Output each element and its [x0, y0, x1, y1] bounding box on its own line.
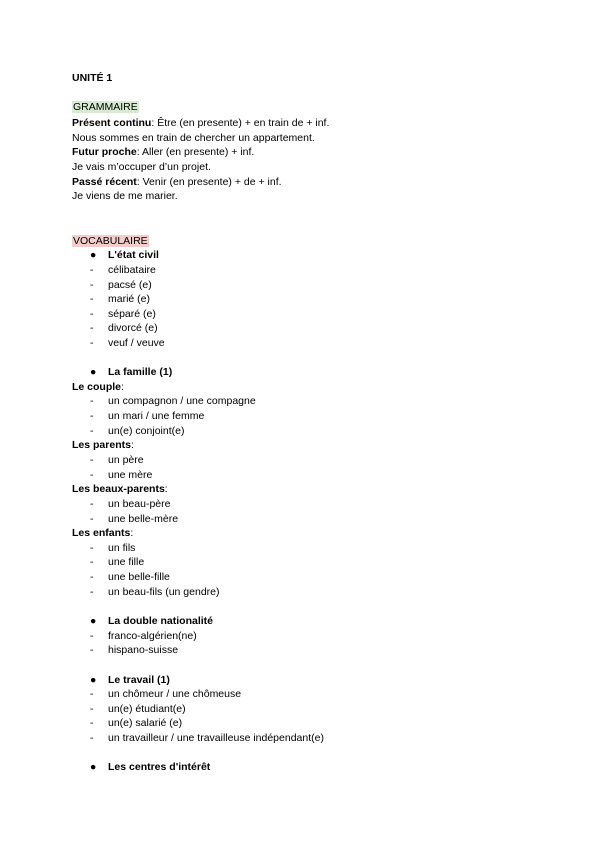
list-item-text: un mari / une femme — [108, 410, 205, 422]
list-item-text: un compagnon / une compagne — [108, 395, 256, 407]
list-item-text: célibataire — [108, 264, 156, 276]
list-item — [90, 497, 170, 511]
dash-icon: - — [90, 308, 94, 320]
dash-icon: - — [90, 586, 94, 598]
group-label-couple: Le couple: — [72, 381, 124, 393]
bullet-icon: ● — [90, 366, 97, 378]
list-item-text: un père — [108, 454, 144, 466]
grammar-term: Présent continu — [72, 117, 152, 129]
bullet-icon: ● — [90, 615, 97, 627]
section-centres-interet — [90, 760, 210, 774]
dash-icon: - — [90, 279, 94, 291]
list-item — [90, 292, 150, 306]
grammar-example: Je viens de me marier. — [72, 190, 178, 202]
dash-icon: - — [90, 703, 94, 715]
list-item — [90, 716, 182, 730]
list-item-text: franco-algérien(ne) — [108, 630, 197, 642]
list-item-text: une belle-mère — [108, 513, 179, 525]
list-item-text: un beau-père — [108, 498, 171, 510]
list-item-text: un beau-fils (un gendre) — [108, 586, 220, 598]
dash-icon: - — [90, 732, 94, 744]
bullet-icon: ● — [90, 249, 97, 261]
list-item — [90, 541, 135, 555]
bullet-icon: ● — [90, 761, 97, 773]
list-item — [90, 468, 152, 482]
dash-icon: - — [90, 293, 94, 305]
section-nationalite — [90, 614, 213, 628]
group-label-text: Les parents — [72, 439, 131, 451]
grammar-rule: : Aller (en presente) + inf. — [136, 146, 255, 158]
section-title: L'état civil — [108, 249, 159, 261]
list-item — [90, 687, 241, 701]
dash-icon: - — [90, 688, 94, 700]
list-item — [90, 702, 186, 716]
list-item — [90, 555, 144, 569]
list-item — [90, 424, 184, 438]
list-item — [90, 731, 324, 745]
dash-icon: - — [90, 542, 94, 554]
group-label-parents: Les parents: — [72, 439, 134, 451]
grammar-rule-futur-proche — [72, 145, 254, 159]
list-item — [90, 336, 165, 350]
group-label-beaux-parents: Les beaux-parents: — [72, 483, 168, 495]
group-label-text: Le couple — [72, 381, 122, 393]
section-title: Le travail (1) — [108, 674, 170, 686]
list-item — [90, 278, 152, 292]
grammar-rule: : Venir (en presente) + de + inf. — [136, 176, 282, 188]
dash-icon: - — [90, 556, 94, 568]
grammar-rule: : Être (en presente) + en train de + inf. — [151, 117, 330, 129]
list-item — [90, 629, 197, 643]
list-item-text: marié (e) — [108, 293, 151, 305]
dash-icon: - — [90, 630, 94, 642]
grammaire-heading — [72, 100, 139, 114]
dash-icon: - — [90, 454, 94, 466]
dash-icon: - — [90, 644, 94, 656]
list-item — [90, 643, 178, 657]
list-item — [90, 394, 256, 408]
grammar-rule-passe-recent — [72, 175, 282, 189]
list-item — [90, 263, 156, 277]
list-item — [90, 409, 204, 423]
grammar-rule-present-continu — [72, 116, 329, 130]
list-item-text: une mère — [108, 469, 153, 481]
list-item-text: divorcé (e) — [108, 322, 158, 334]
list-item — [90, 307, 156, 321]
section-title: La famille (1) — [108, 366, 173, 378]
dash-icon: - — [90, 322, 94, 334]
section-title: La double nationalité — [108, 615, 214, 627]
list-item — [90, 512, 178, 526]
dash-icon: - — [90, 513, 94, 525]
list-item-text: veuf / veuve — [108, 337, 165, 349]
vocabulaire-heading — [72, 234, 149, 248]
list-item — [90, 585, 220, 599]
group-label-text: Les beaux-parents — [72, 483, 165, 495]
dash-icon: - — [90, 337, 94, 349]
dash-icon: - — [90, 469, 94, 481]
list-item-text: un fils — [108, 542, 136, 554]
list-item-text: un(e) conjoint(e) — [108, 425, 185, 437]
list-item — [90, 321, 158, 335]
dash-icon: - — [90, 425, 94, 437]
grammar-example: Nous sommes en train de chercher un appartement. — [72, 132, 315, 144]
dash-icon: - — [90, 498, 94, 510]
group-label-text: Les enfants — [72, 527, 131, 539]
dash-icon: - — [90, 410, 94, 422]
list-item-text: une belle-fille — [108, 571, 170, 583]
list-item-text: hispano-suisse — [108, 644, 179, 656]
list-item-text: un chômeur / une chômeuse — [108, 688, 242, 700]
group-label-enfants: Les enfants: — [72, 527, 134, 539]
grammar-term: Futur proche — [72, 146, 137, 158]
dash-icon: - — [90, 264, 94, 276]
section-title: Les centres d'intérêt — [108, 761, 211, 773]
section-travail — [90, 673, 170, 687]
grammar-term: Passé récent — [72, 176, 137, 188]
dash-icon: - — [90, 571, 94, 583]
list-item-text: un travailleur / une travailleuse indépendant(e) — [108, 732, 324, 744]
vocabulaire-heading-text: VOCABULAIRE — [73, 235, 148, 247]
grammar-example: Je vais m’occuper d’un projet. — [72, 161, 211, 173]
list-item-text: une fille — [108, 556, 145, 568]
list-item-text: séparé (e) — [108, 308, 156, 320]
section-famille — [90, 365, 172, 379]
list-item — [90, 453, 144, 467]
section-etat-civil — [90, 248, 159, 262]
dash-icon: - — [90, 395, 94, 407]
bullet-icon: ● — [90, 674, 97, 686]
grammaire-heading-text: GRAMMAIRE — [73, 101, 138, 113]
dash-icon: - — [90, 717, 94, 729]
unit-title: UNITÉ 1 — [72, 72, 113, 84]
list-item-text: un(e) étudiant(e) — [108, 703, 186, 715]
list-item — [90, 570, 170, 584]
list-item-text: un(e) salarié (e) — [108, 717, 183, 729]
list-item-text: pacsé (e) — [108, 279, 152, 291]
